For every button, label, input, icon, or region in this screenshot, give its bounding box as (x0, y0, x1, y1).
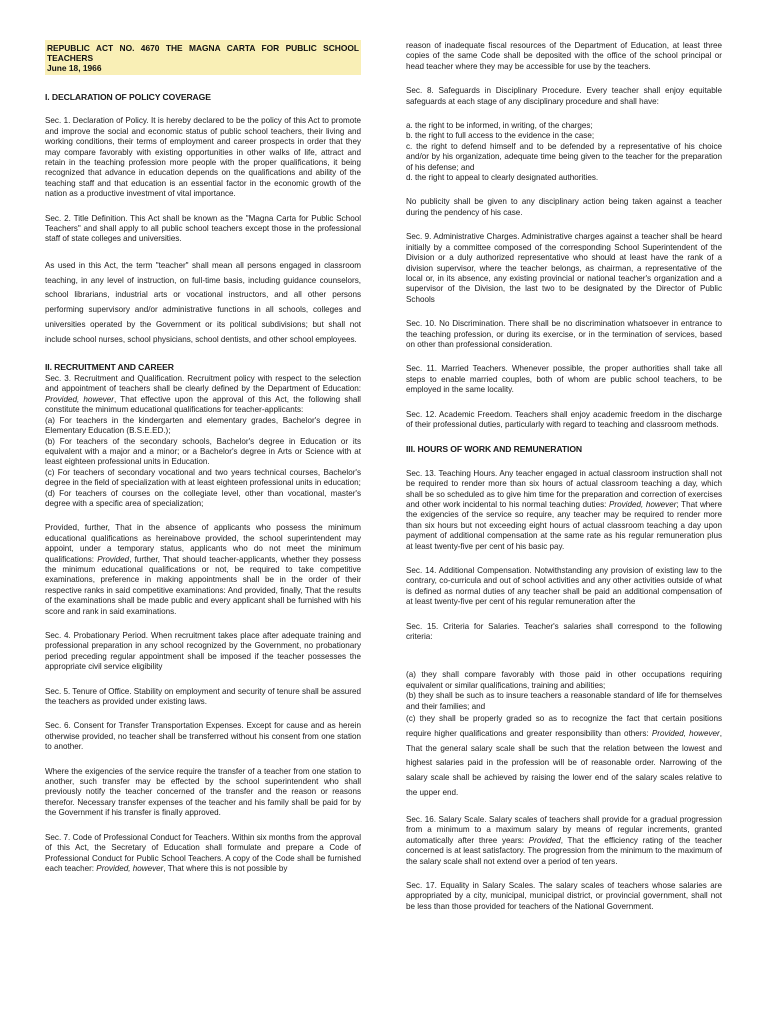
proviso-paragraph: Provided, further, That in the absence of applicants who possess the minimum educational qualifications as hereinabove provided, the school superintendent may appoint, under a temporary status, applicants who do not meet the minimum qualifications: Provided, further, That should teacher-applicants, whether they possess the minimum educational qualifications or not, be required to take competitive examinations, preference in making appointments shall be in the order of their respective ranks in said competitive examinations: And provided, finally, That the results of the examinations shall be made public and every applicant shall be furnished with his score and rank in said examinations. (45, 523, 361, 616)
section-2-paragraph: Sec. 2. Title Definition. This Act shall be known as the "Magna Carta for Public School Teachers" and shall apply to all public school teachers except those in the professional staff of state colleges and universities. (45, 213, 361, 244)
section-8-item: d. the right to appeal to clearly designated authorities. (406, 173, 599, 183)
section-3-item: (a) For teachers in the kindergarten and elementary grades, Bachelor's degree in Elementary Education (B.S.E.ED.); (45, 415, 361, 436)
heading-recruitment-and-career: II. RECRUITMENT AND CAREER (45, 361, 174, 372)
section-7-continuation: reason of inadequate fiscal resources of the Department of Education, at least three copies of the same Code shall be deposited with the office of the school principal or head teacher where they may be accessible for use by the teachers. (406, 41, 722, 71)
publicity-paragraph: No publicity shall be given to any disciplinary action being taken against a teacher during the pendency of his case. (406, 197, 722, 217)
section-15-paragraph: Sec. 15. Criteria for Salaries. Teacher's salaries shall correspond to the following criteria: (406, 621, 722, 642)
section-15-item-c: (c) they shall be properly graded so as to recognize the fact that certain positions require higher qualifications and greater responsibility than others: Provided, however, That the general salary scale shall be such that the relation between the lowest and highest salaries paid in the profession will be of reasonable order. Narrowing of the salary scale shall be achieved by raising the lower end of the salary scales relative to the upper end. (406, 714, 722, 798)
left-column (45, 40, 361, 874)
title-block (45, 40, 361, 75)
right-column (406, 41, 722, 912)
section-7-paragraph: Sec. 7. Code of Professional Conduct for Teachers. Within six months from the approval of this Act, the Secretary of Education shall formulate and prepare a Code of Professional Conduct for Public School Teachers. A copy of the Code shall be furnished each teacher: Provided, however, That where this is not possible by (45, 832, 361, 873)
teacher-definition-paragraph: As used in this Act, the term "teacher" shall mean all persons engaged in classroom teaching, in any level of instruction, on full-time basis, including guidance counselors, school librarians, industrial arts or vocational instructors, and all other persons performing supervisory and/or administrative functions in all schools, colleges and universities operated by the Government or its political subdivisions; but shall not include school nurses, school physicians, school dentists, and other school employees. (45, 260, 361, 344)
section-3-item: (d) For teachers of courses on the collegiate level, other than vocational, master's degree with a specific area of specialization; (45, 488, 361, 508)
section-8-item: a. the right to be informed, in writing, of the charges; (406, 121, 593, 131)
section-10-paragraph: Sec. 10. No Discrimination. There shall be no discrimination whatsoever in entrance to the teaching profession, or during its exercise, or in the termination of services, based on other than professional consideration. (406, 319, 722, 349)
section-3-paragraph: Sec. 3. Recruitment and Qualification. Recruitment policy with respect to the selection and appointment of teachers shall be clearly defined by the Department of Education: Provided, however, That effective upon the approval of this Act, the following shall constitute the minimum educational qualifications for teacher-applicants: (45, 374, 361, 415)
section-16-paragraph: Sec. 16. Salary Scale. Salary scales of teachers shall provide for a gradual progression from a minimum to a maximum salary by means of regular increments, granted automatically after three years: Provided, That the efficiency rating of the teacher concerned is at least satisfactory. The progression from the minimum to the maximum of the salary scale shall not extend over a period of ten years. (406, 814, 722, 866)
section-14-paragraph: Sec. 14. Additional Compensation. Notwithstanding any provision of existing law to the contrary, co-curricula and out of school activities and any other activities outside of what is defined as normal duties of any teacher shall be paid an additional compensation of at least twenty-five per cent of his regular remuneration after the (406, 566, 722, 607)
heading-declaration-of-policy: I. DECLARATION OF POLICY COVERAGE (45, 92, 211, 102)
section-6-paragraph: Sec. 6. Consent for Transfer Transportation Expenses. Except for cause and as herein otherwise provided, no teacher shall be transferred without his consent from one station to another. (45, 721, 361, 752)
section-12-paragraph: Sec. 12. Academic Freedom. Teachers shall enjoy academic freedom in the discharge of their professional duties, particularly with regard to teaching and classroom methods. (406, 409, 722, 429)
heading-hours-of-work: III. HOURS OF WORK AND REMUNERATION (406, 444, 583, 455)
section-5-paragraph: Sec. 5. Tenure of Office. Stability on employment and security of tenure shall be assured the teachers as provided under existing laws. (45, 686, 361, 707)
section-4-paragraph: Sec. 4. Probationary Period. When recruitment takes place after adequate training and professional preparation in any school recognized by the Government, no probationary period preceding regular appointment shall be imposed if the teacher possesses the appropriate civil service eligibility (45, 631, 361, 672)
section-9-paragraph: Sec. 9. Administrative Charges. Administrative charges against a teacher shall be heard initially by a committee composed of the corresponding School Superintendent of the Division or a duly authorized representative who should at least have the rank of a division supervisor, where the teacher belongs, as chairman, a representative of the local or, in its absence, any existing provincial or national teacher's organization and a supervisor of the Division, the last two to be designated by the Director of Public Schools (406, 232, 722, 304)
section-8-paragraph: Sec. 8. Safeguards in Disciplinary Procedure. Every teacher shall enjoy equitable safeguards at each stage of any disciplinary procedure and shall have: (406, 86, 722, 106)
section-15-item: (b) they shall be such as to insure teachers a reasonable standard of life for themselves and their families; and (406, 691, 722, 711)
section-13-paragraph: Sec. 13. Teaching Hours. Any teacher engaged in actual classroom instruction shall not be required to render more than six hours of actual classroom teaching a day, which shall be so scheduled as to give him time for the preparation and correction of exercises and other work incidental to his normal teaching duties: Provided, however; That where the exigencies of the service so require, any teacher may be required to render more than six hours but not exceeding eight hours of actual classroom teaching a day upon payment of additional compensation at the same rate as his regular remuneration plus at least twenty-five per cent of his basic pay. (406, 468, 723, 551)
document-title: REPUBLIC ACT NO. 4670 THE MAGNA CARTA FOR PUBLIC SCHOOL TEACHERS (47, 43, 359, 63)
transfer-paragraph: Where the exigencies of the service require the transfer of a teacher from one station to another, such transfer may be effected by the school superintendent who shall previously notify the teacher concerned of the transfer and the reason or reasons therefor. Necessary transfer expenses of the teacher and his family shall be paid for by the Government if his transfer is finally approved. (45, 766, 361, 818)
document-date: June 18, 1966 (47, 63, 102, 73)
section-1-paragraph: Sec. 1. Declaration of Policy. It is hereby declared to be the policy of this Act to promote and improve the social and economic status of public school teachers, their living and working conditions, their terms of employment and career prospects in order that they may compare favorably with existing opportunities in other walks of life, attract and retain in the teaching profession more people with the proper qualifications, it being recognized that advance in education depends on the qualifications and ability of the teaching staff and that education is an essential factor in the economic growth of the nation as a productive investment of vital importance. (45, 116, 361, 199)
section-8-item: c. the right to defend himself and to be defended by a representative of his choice and/or by his organization, adequate time being given to the teacher for the preparation of his defense; and (406, 141, 722, 172)
section-17-paragraph: Sec. 17. Equality in Salary Scales. The salary scales of teachers whose salaries are appropriated by a city, municipal, municipal district, or provincial government, shall not be less than those provided for teachers of the National Government. (406, 880, 722, 911)
section-3-item: (b) For teachers of the secondary schools, Bachelor's degree in Education or its equivalent with a major and a minor; or a Bachelor's degree in Arts or Science with at least eighteen professional units in Education. (45, 436, 361, 467)
section-15-item: (a) they shall compare favorably with those paid in other occupations requiring equivalent or similar qualifications, training and abilities; (406, 670, 722, 690)
section-3-item: (c) For teachers of secondary vocational and two years technical courses, Bachelor's degree in the field of specialization with at least eighteen professional units in education; (45, 467, 361, 488)
section-11-paragraph: Sec. 11. Married Teachers. Whenever possible, the proper authorities shall take all steps to enable married couples, both of whom are public school teachers, to be employed in the same locality. (406, 364, 722, 395)
section-8-item: b. the right to full access to the evidence in the case; (406, 131, 595, 141)
